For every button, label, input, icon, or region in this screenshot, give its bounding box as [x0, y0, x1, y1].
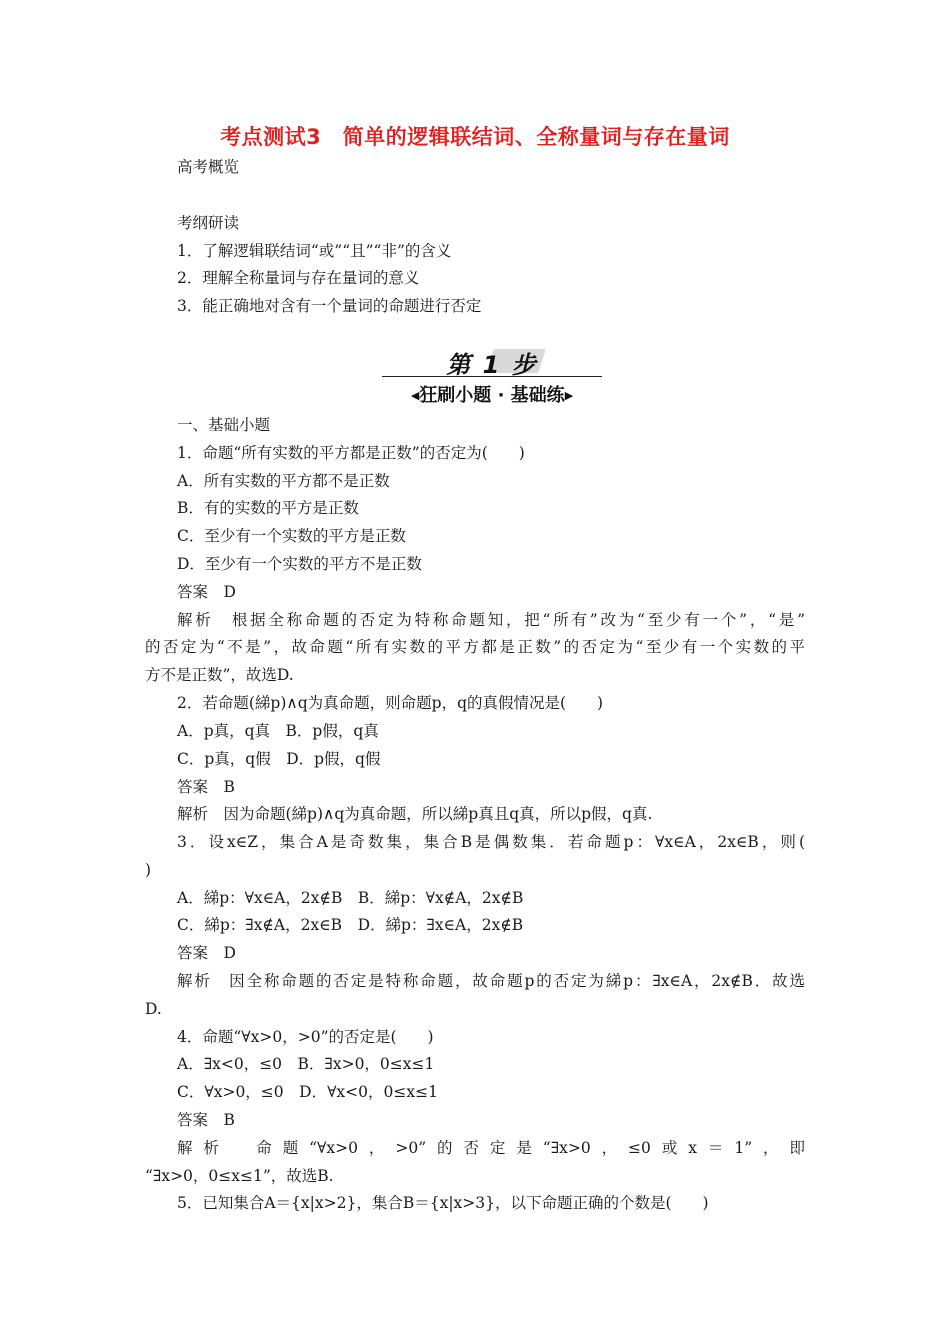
question-1-analysis-cont: 的否定为“不是”，故命题“所有实数的平方都是正数”的否定为“至少有一个实数的平	[145, 638, 805, 656]
syllabus-item: 1．了解逻辑联结词“或”“且”“非”的含义	[177, 242, 452, 260]
question-4-options-cd: C．∀x>0，≤0 D．∀x<0，0≤x≤1	[177, 1083, 438, 1101]
banner-subtitle-text: 狂刷小题 · 基础练	[419, 385, 565, 406]
question-1-analysis-end: 方不是正数”，故选D.	[145, 666, 294, 684]
question-3-stem-cont: )	[145, 861, 152, 879]
section-heading: 一、基础小题	[177, 416, 271, 434]
question-3-stem: 3．设x∈Z，集合A是奇数集，集合B是偶数集．若命题p：∀x∈A，2x∈B，则(	[177, 833, 805, 851]
question-1-answer: 答案 D	[177, 583, 236, 601]
question-1-analysis: 解析 根据全称命题的否定为特称命题知，把“所有”改为“至少有一个”，“是”	[177, 611, 805, 629]
syllabus-item: 3．能正确地对含有一个量词的命题进行否定	[177, 297, 482, 315]
question-2-answer: 答案 B	[177, 778, 235, 796]
syllabus-heading: 考纲研读	[177, 214, 240, 232]
question-5-stem: 5．已知集合A＝{x|x>2}，集合B＝{x|x>3}，以下命题正确的个数是( )	[177, 1194, 709, 1212]
question-1-option-b: B．有的实数的平方是正数	[177, 499, 359, 517]
question-2-stem: 2．若命题(綈p)∧q为真命题，则命题p，q的真假情况是( )	[177, 694, 604, 712]
banner-step-title	[382, 345, 602, 380]
banner-divider	[382, 376, 602, 377]
question-4-options-ab: A．∃x<0，≤0 B．∃x>0，0≤x≤1	[177, 1055, 435, 1073]
syllabus-item: 2．理解全称量词与存在量词的意义	[177, 269, 420, 287]
question-3-answer: 答案 D	[177, 944, 236, 962]
question-1-stem: 1．命题“所有实数的平方都是正数”的否定为( )	[177, 444, 525, 462]
banner-step-suffix: 步	[511, 351, 538, 379]
question-1-option-c: C．至少有一个实数的平方是正数	[177, 527, 406, 545]
question-3-options-cd: C．綈p：∃x∉A，2x∈B D．綈p：∃x∈A，2x∉B	[177, 916, 524, 934]
question-1-option-d: D．至少有一个实数的平方不是正数	[177, 555, 422, 573]
right-arrow-icon: ▶	[564, 389, 574, 402]
overview-heading: 高考概览	[177, 158, 240, 176]
banner-step-number: 1	[482, 351, 502, 379]
banner-subtitle	[382, 381, 602, 407]
page-title: 考点测试3 简单的逻辑联结词、全称量词与存在量词	[220, 125, 730, 149]
question-4-analysis-end: “∃x>0，0≤x≤1”，故选B.	[145, 1167, 334, 1185]
question-1-option-a: A．所有实数的平方都不是正数	[177, 472, 390, 490]
left-arrow-icon: ◀	[410, 389, 420, 402]
question-3-analysis-end: D.	[145, 1000, 162, 1018]
question-2-options-cd: C．p真，q假 D．p假，q假	[177, 750, 381, 768]
question-2-analysis: 解析 因为命题(綈p)∧q为真命题，所以綈p真且q真，所以p假，q真.	[177, 805, 653, 823]
question-3-options-ab: A．綈p：∀x∈A，2x∉B B．綈p：∀x∉A，2x∉B	[177, 889, 524, 907]
question-4-analysis: 解析 命题“∀x>0，>0”的否定是“∃x>0，≤0或x＝1”，即	[177, 1139, 805, 1157]
question-4-stem: 4．命题“∀x>0，>0”的否定是( )	[177, 1028, 434, 1046]
banner-step-prefix: 第	[446, 351, 473, 379]
question-2-options-ab: A．p真，q真 B．p假，q真	[177, 722, 379, 740]
question-3-analysis: 解析 因全称命题的否定是特称命题，故命题p的否定为綈p：∃x∈A，2x∉B．故选	[177, 972, 805, 990]
step-banner	[382, 345, 602, 407]
question-4-answer: 答案 B	[177, 1111, 235, 1129]
